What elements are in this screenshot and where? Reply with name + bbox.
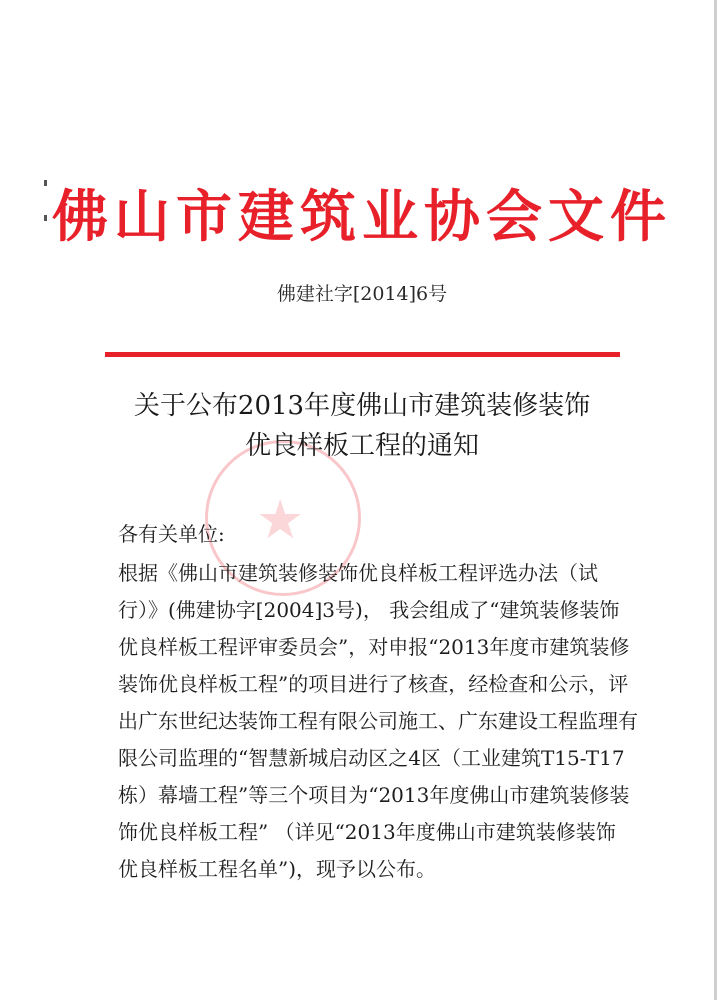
scan-edge-mark <box>714 0 717 1000</box>
header-divider <box>105 352 620 357</box>
body-line: 出广东世纪达装饰工程有限公司施工、广东建设工程监理有 <box>118 709 638 733</box>
notice-title-line: 优良样板工程的通知 <box>244 431 479 461</box>
body-line: 优良样板工程评审委员会”，对申报“2013年度市建筑装修 <box>118 635 630 659</box>
body-line: 限公司监理的“智慧新城启动区之4区（工业建筑T15-T17 <box>118 746 625 770</box>
document-header-title: 佛山市建筑业协会文件 <box>52 184 672 250</box>
notice-title <box>0 386 724 466</box>
body-line: 饰优良样板工程” （详见“2013年度佛山市建筑装修装饰 <box>118 820 616 844</box>
body-paragraph <box>118 555 638 888</box>
document-number: 佛建社字[2014]6号 <box>276 283 448 305</box>
body-line: 装饰优良样板工程”的项目进行了核查，经检查和公示，评 <box>118 672 629 696</box>
body-line: 优良样板工程名单”)，现予以公布。 <box>118 857 437 881</box>
body-line: 行）》(佛建协字[2004]3号)， 我会组成了“建筑装修装饰 <box>118 598 620 622</box>
seal-star-icon: ★ <box>256 488 305 551</box>
notice-title-line: 关于公布2013年度佛山市建筑装修装饰 <box>133 391 591 421</box>
body-line: 栋）幕墙工程”等三个项目为“2013年度佛山市建筑装修装 <box>118 783 630 807</box>
body-line: 根据《佛山市建筑装修装饰优良样板工程评选办法（试 <box>118 561 598 585</box>
salutation: 各有关单位: <box>118 522 225 546</box>
